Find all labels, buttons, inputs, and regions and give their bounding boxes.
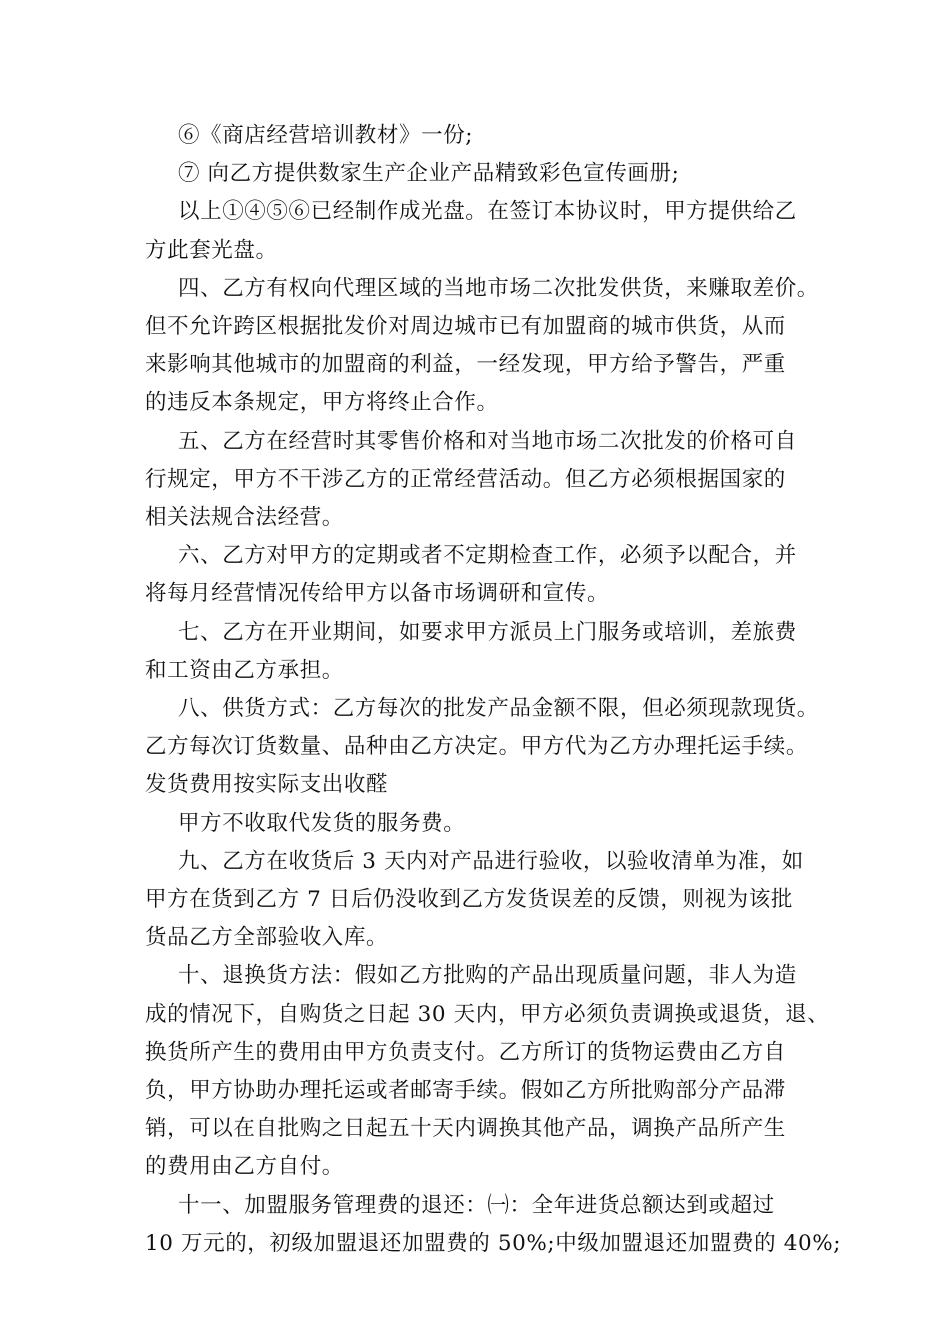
text-line: 六、乙方对甲方的定期或者不定期检查工作，必须予以配合，并 bbox=[178, 543, 797, 569]
text-line: 九、乙方在收货后 3 天内对产品进行验收，以验收清单为准，如 bbox=[178, 848, 804, 874]
text-line: 10 万元的，初级加盟退还加盟费的 50%;中级加盟退还加盟费的 40%; bbox=[145, 1230, 842, 1256]
text-line: 行规定，甲方不干涉乙方的正常经营活动。但乙方必须根据国家的 bbox=[145, 466, 786, 492]
text-line: 方此套光盘。 bbox=[145, 237, 278, 263]
text-line: ⑥《商店经营培训教材》一份; bbox=[178, 123, 474, 148]
text-line: 十、退换货方法：假如乙方批购的产品出现质量问题，非人为造 bbox=[178, 963, 797, 989]
text-line: 的费用由乙方自付。 bbox=[145, 1154, 344, 1180]
text-line: 负，甲方协助办理托运或者邮寄手续。假如乙方所批购部分产品滞 bbox=[145, 1078, 786, 1103]
text-line: 甲方在货到乙方 7 日后仍没收到乙方发货误差的反馈，则视为该批 bbox=[145, 887, 793, 912]
text-line: 相关法规合法经营。 bbox=[145, 505, 344, 530]
text-line: 但不允许跨区根据批发价对周边城市已有加盟商的城市供货，从而 bbox=[145, 314, 786, 339]
text-line: 七、乙方在开业期间，如要求甲方派员上门服务或培训，差旅费 bbox=[178, 619, 797, 645]
text-line: 来影响其他城市的加盟商的利益，一经发现，甲方给予警告，严重 bbox=[145, 352, 786, 378]
text-line: 成的情况下，自购货之日起 30 天内，甲方必须负责调换或退货，退、 bbox=[145, 1001, 830, 1027]
text-line: 十一、加盟服务管理费的退还：㈠：全年进货总额达到或超过 bbox=[178, 1192, 775, 1218]
text-line: 五、乙方在经营时其零售价格和对当地市场二次批发的价格可自 bbox=[178, 428, 797, 454]
text-line: 换货所产生的费用由甲方负责支付。乙方所订的货物运费由乙方自 bbox=[145, 1039, 786, 1065]
text-line: 和工资由乙方承担。 bbox=[145, 657, 344, 683]
text-line: 四、乙方有权向代理区域的当地市场二次批发供货，来赚取差价。 bbox=[178, 275, 819, 301]
text-line: 发货费用按实际支出收醛 bbox=[145, 772, 389, 798]
text-line: 销，可以在自批购之日起五十天内调换其他产品，调换产品所产生 bbox=[145, 1116, 786, 1142]
text-line: 乙方每次订货数量、品种由乙方决定。甲方代为乙方办理托运手续。 bbox=[145, 734, 809, 760]
text-line: 甲方不收取代发货的服务费。 bbox=[178, 810, 466, 836]
text-line: 以上①④⑤⑥已经制作成光盘。在签订本协议时，甲方提供给乙 bbox=[178, 199, 797, 225]
text-line: 货品乙方全部验收入库。 bbox=[145, 925, 389, 951]
text-line: 的违反本条规定，甲方将终止合作。 bbox=[145, 390, 499, 416]
text-line: 八、供货方式：乙方每次的批发产品金额不限，但必须现款现货。 bbox=[178, 696, 819, 721]
text-line: 将每月经营情况传给甲方以备市场调研和宣传。 bbox=[145, 581, 610, 607]
text-line: ⑦ 向乙方提供数家生产企业产品精致彩色宣传画册; bbox=[178, 161, 680, 187]
